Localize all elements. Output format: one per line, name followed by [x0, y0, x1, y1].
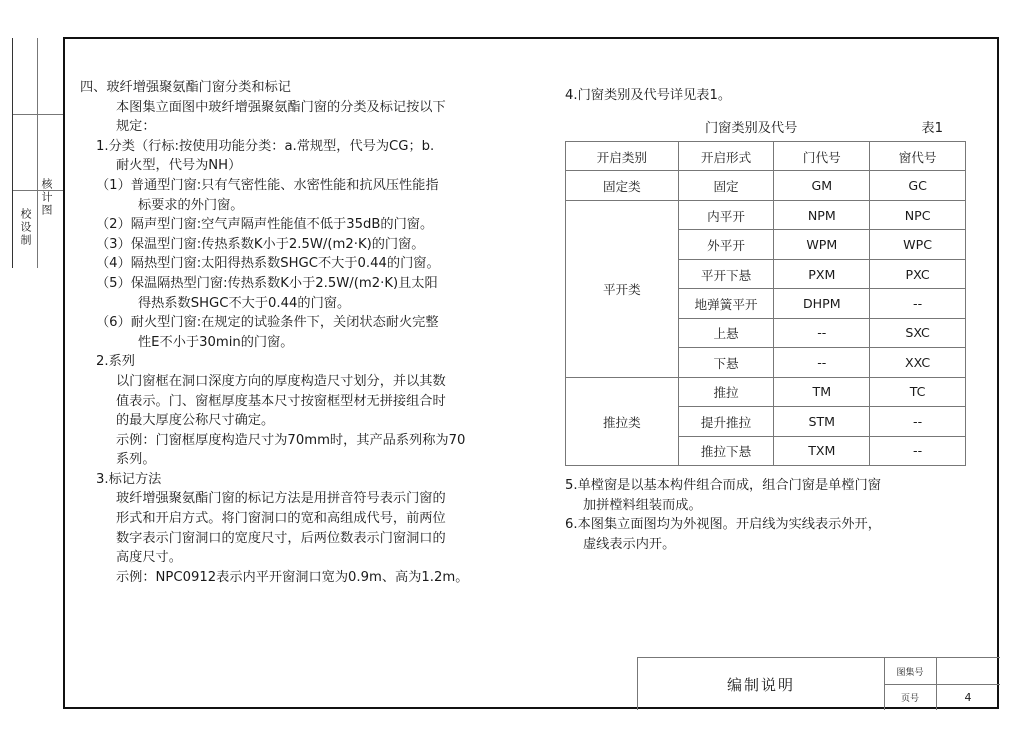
list-item: （6）耐火型门窗:在规定的试验条件下，关闭状态耐火完整	[96, 315, 439, 331]
subheading: 1.分类（行标:按使用功能分类：a.常规型，代号为CG；b.	[96, 138, 435, 154]
table-cell: TXM	[774, 436, 870, 465]
section-heading: 四、玻纤增强聚氨酯门窗分类和标记	[80, 80, 291, 95]
title-block	[637, 657, 1000, 710]
table-cell: --	[774, 348, 870, 377]
table-cell: SXC	[870, 318, 966, 347]
sidebar-label: 校设制	[19, 208, 32, 247]
table-header-row	[566, 142, 966, 171]
page-number: 4	[964, 690, 972, 704]
sidebar-label: 核计图	[40, 178, 53, 217]
table-cell: --	[870, 436, 966, 465]
drawing-title: 编制说明	[638, 658, 885, 710]
list-item: （4）隔热型门窗:太阳得热系数SHGC不大于0.44的门窗。	[96, 256, 440, 272]
notes	[565, 476, 965, 554]
list-item: （1）普通型门窗:只有气密性能、水密性能和抗风压性能指	[96, 177, 439, 193]
category-cell: 平开类	[566, 200, 679, 377]
paragraph: 值表示。门、窗框厚度基本尺寸按窗框型材无拼接组合时	[116, 393, 446, 409]
paragraph: 高度尺寸。	[116, 550, 182, 566]
table-title: 门窗类别及代号	[705, 121, 798, 136]
table-cell: GC	[870, 171, 966, 200]
paragraph: 玻纤增强聚氨酯门窗的标记方法是用拼音符号表示门窗的	[116, 491, 446, 507]
subheading: 3.标记方法	[96, 471, 162, 487]
table-caption	[565, 117, 965, 137]
table-cell: 提升推拉	[678, 407, 774, 436]
table-cell: DHPM	[774, 289, 870, 318]
header-cell: 开启形式	[678, 142, 774, 171]
paragraph: 以门窗框在洞口深度方向的厚度构造尺寸划分，并以其数	[116, 373, 446, 389]
classification-section	[80, 78, 550, 587]
table-cell: 外平开	[678, 230, 774, 259]
atlas-number-value	[936, 658, 1000, 685]
list-item: 标要求的外门窗。	[138, 197, 244, 213]
table-cell: XXC	[870, 348, 966, 377]
table-cell: 地弹簧平开	[678, 289, 774, 318]
list-item: （5）保温隔热型门窗:传热系数K小于2.5W/(m2·K)且太阳	[96, 275, 438, 291]
paragraph: 本图集立面图中玻纤增强聚氨酯门窗的分类及标记按以下	[116, 99, 446, 115]
table-cell: 上悬	[678, 318, 774, 347]
table-cell: GM	[774, 171, 870, 200]
table-cell: 平开下悬	[678, 259, 774, 288]
table-cell: --	[870, 407, 966, 436]
table-cell: 推拉	[678, 377, 774, 406]
table-cell: WPM	[774, 230, 870, 259]
paragraph: 数字表示门窗洞口的宽度尺寸，后两位数表示门窗洞口的	[116, 530, 446, 546]
table-row	[566, 171, 966, 200]
paragraph: 4.门窗类别及代号详见表1。	[565, 88, 732, 103]
table-cell: --	[774, 318, 870, 347]
table-number: 表1	[921, 121, 943, 136]
table-note	[565, 86, 965, 106]
header-cell: 开启类别	[566, 142, 679, 171]
paragraph: 的最大厚度公称尺寸确定。	[116, 413, 275, 429]
table-cell: STM	[774, 407, 870, 436]
table-cell: TC	[870, 377, 966, 406]
paragraph: 形式和开启方式。将门窗洞口的宽和高组成代号，前两位	[116, 511, 446, 527]
list-item: （3）保温型门窗:传热系数K小于2.5W/(m2·K)的门窗。	[96, 236, 425, 252]
paragraph: 6.本图集立面图均为外视图。开启线为实线表示外开，	[565, 517, 881, 533]
table-cell: 推拉下悬	[678, 436, 774, 465]
list-item: 性E不小于30min的门窗。	[138, 334, 294, 350]
atlas-number-label: 图集号	[884, 658, 937, 685]
paragraph: 加拼樘料组装而成。	[583, 497, 702, 513]
page-number-label: 页号	[884, 684, 937, 710]
paragraph: 耐火型，代号为NH）	[116, 158, 242, 174]
subheading: 2.系列	[96, 354, 135, 370]
table-cell: PXM	[774, 259, 870, 288]
table-cell: NPM	[774, 200, 870, 229]
table-cell: WPC	[870, 230, 966, 259]
paragraph: 示例：门窗框厚度构造尺寸为70mm时，其产品系列称为70	[116, 432, 466, 448]
list-item: 得热系数SHGC不大于0.44的门窗。	[138, 295, 351, 311]
table-cell: NPC	[870, 200, 966, 229]
table-cell: 下悬	[678, 348, 774, 377]
category-cell: 推拉类	[566, 377, 679, 465]
table-cell: PXC	[870, 259, 966, 288]
list-item: （2）隔声型门窗:空气声隔声性能值不低于35dB的门窗。	[96, 217, 434, 233]
paragraph: 虚线表示内开。	[583, 536, 676, 552]
paragraph: 规定：	[116, 119, 156, 135]
signature-strip	[12, 38, 63, 268]
category-cell: 固定类	[566, 171, 679, 200]
paragraph: 系列。	[116, 452, 156, 468]
table-row	[566, 200, 966, 229]
table-cell: TM	[774, 377, 870, 406]
table-cell: --	[870, 289, 966, 318]
table-row	[566, 377, 966, 406]
header-cell: 窗代号	[870, 142, 966, 171]
table-cell: 内平开	[678, 200, 774, 229]
window-types-table	[565, 141, 966, 466]
header-cell: 门代号	[774, 142, 870, 171]
table-cell: 固定	[678, 171, 774, 200]
paragraph: 示例：NPC0912表示内平开窗洞口宽为0.9m、高为1.2m。	[116, 569, 469, 585]
paragraph: 5.单樘窗是以基本构件组合而成，组合门窗是单樘门窗	[565, 478, 881, 493]
